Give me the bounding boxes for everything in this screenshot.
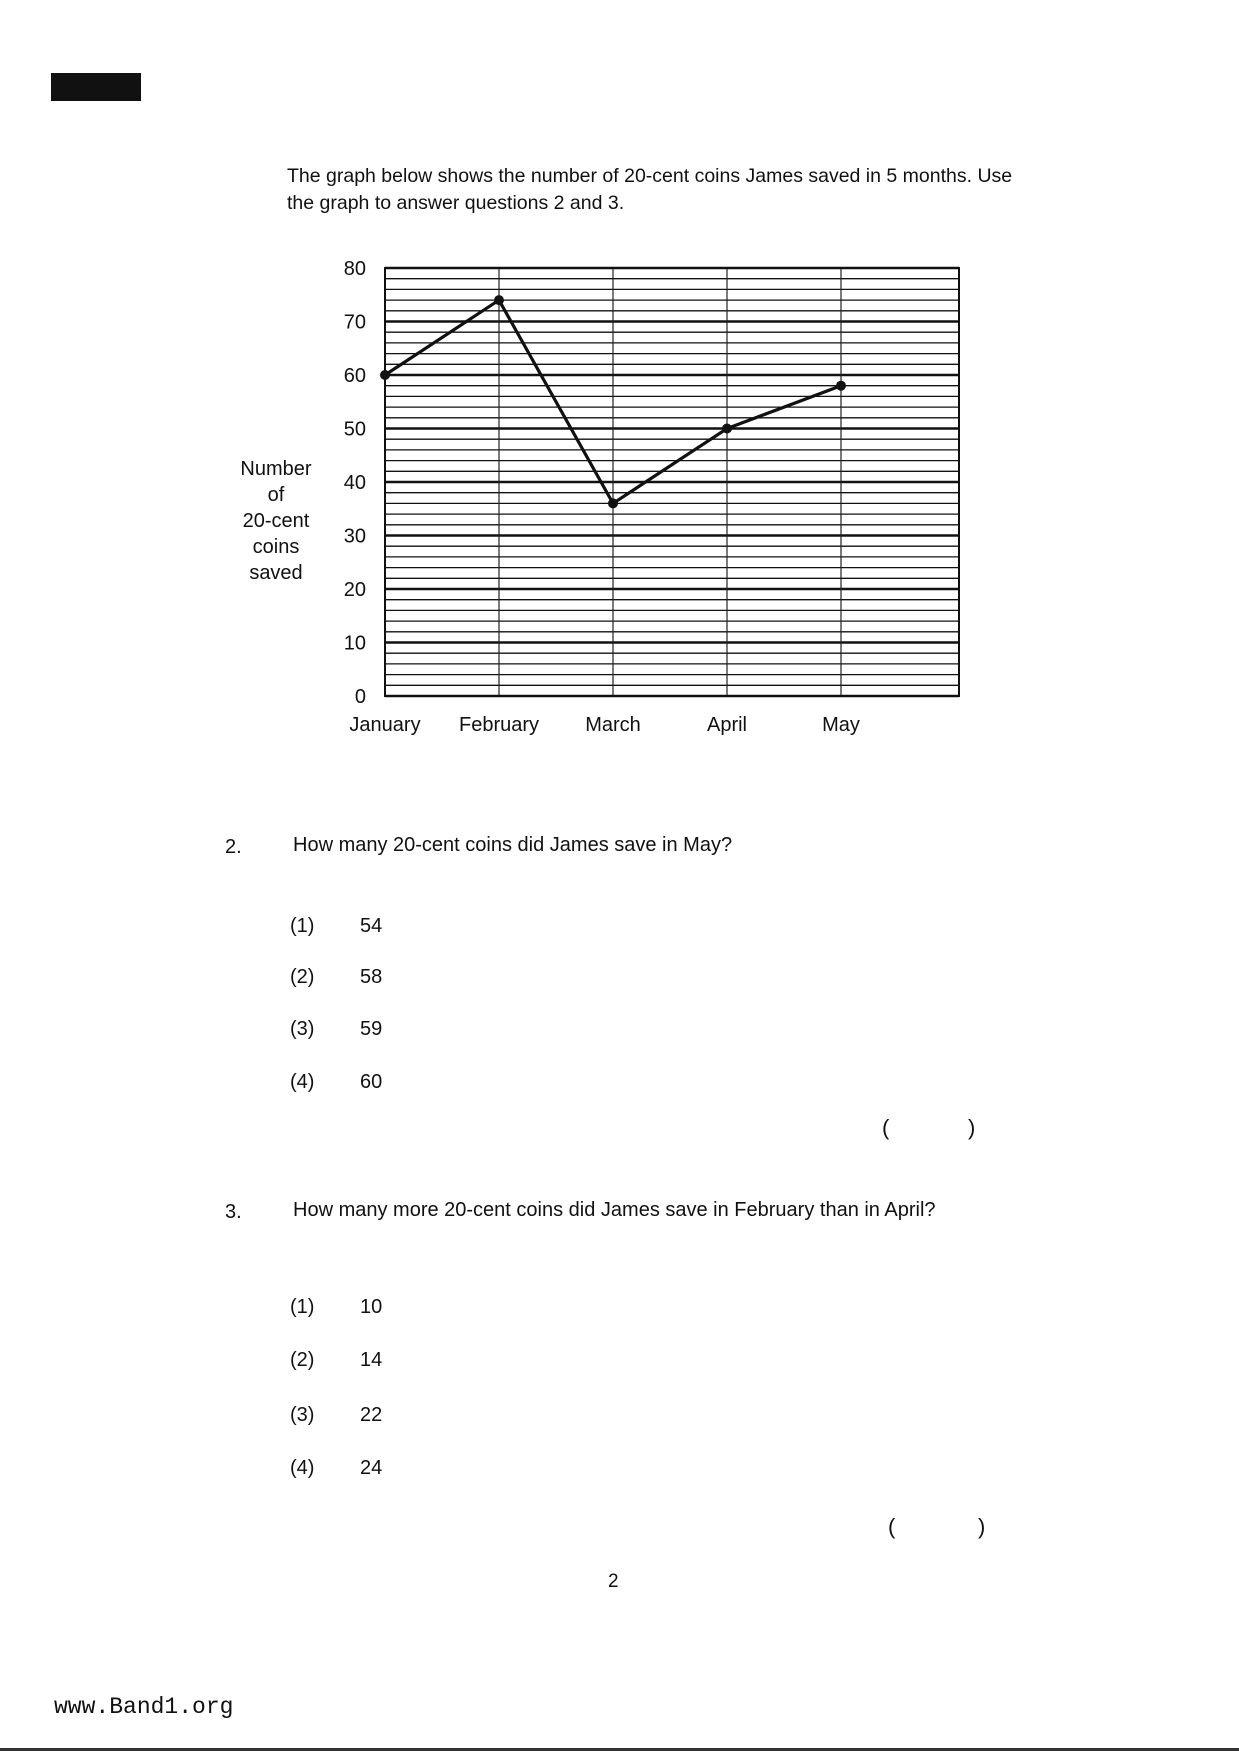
y-tick-label: 60 (343, 365, 366, 387)
y-tick-label: 10 (343, 632, 366, 655)
question-3-number: 3. (225, 1201, 242, 1223)
q2-answer-paren-open: ( (882, 1115, 890, 1140)
y-tick-label: 80 (343, 258, 366, 280)
y-tick-label: 70 (343, 311, 366, 334)
y-tick-label: 50 (343, 418, 366, 441)
x-tick-label: February (458, 714, 540, 736)
data-point (722, 424, 732, 434)
page-number: 2 (608, 1571, 619, 1592)
q2-option-label: (3) (290, 1018, 315, 1040)
y-axis-label-line: of (267, 484, 285, 506)
data-point (494, 295, 504, 305)
q2-option-label: (4) (290, 1071, 315, 1093)
data-point (380, 370, 390, 380)
q3-option-value: 10 (360, 1296, 383, 1318)
data-point (836, 381, 846, 391)
q2-option-value: 54 (360, 915, 383, 937)
q3-option-value: 14 (360, 1349, 383, 1371)
x-tick-label: January (349, 714, 421, 736)
line-chart (0, 0, 1239, 760)
x-tick-label: May (822, 714, 860, 736)
y-axis-label-line: 20-cent (242, 510, 310, 532)
x-tick-label: April (706, 714, 748, 736)
q3-option-label: (2) (290, 1349, 315, 1371)
q2-answer-paren-close: ) (968, 1115, 976, 1140)
q3-option-value: 24 (360, 1457, 383, 1479)
q3-option-label: (4) (290, 1457, 315, 1479)
y-tick-label: 0 (354, 686, 366, 708)
q3-option-value: 22 (360, 1404, 383, 1426)
x-tick-label: March (585, 714, 641, 736)
y-tick-label: 20 (343, 579, 366, 601)
y-tick-label: 40 (343, 472, 366, 494)
question-2-text: How many 20-cent coins did James save in May? (293, 834, 733, 856)
y-axis-label-line: saved (249, 562, 303, 584)
question-2-number: 2. (225, 836, 242, 858)
y-axis-label-line: coins (252, 536, 300, 558)
q2-option-value: 58 (360, 966, 383, 988)
q3-option-label: (1) (290, 1296, 315, 1318)
bottom-border (0, 1748, 1239, 1751)
question-3-text: How many more 20-cent coins did James save in February than in April? (293, 1199, 936, 1221)
q2-option-value: 59 (360, 1018, 383, 1040)
q3-answer-paren-close: ) (978, 1514, 986, 1539)
y-axis-label-line: Number (240, 458, 312, 480)
q2-option-label: (2) (290, 966, 315, 988)
q3-option-label: (3) (290, 1404, 315, 1426)
q2-option-label: (1) (290, 915, 315, 937)
data-point (608, 498, 618, 508)
q3-answer-paren-open: ( (888, 1514, 896, 1539)
footer-url: www.Band1.org (54, 1694, 234, 1720)
y-tick-label: 30 (343, 525, 366, 548)
q2-option-value: 60 (360, 1071, 383, 1093)
intro-text: The graph below shows the number of 20-cent coins James saved in 5 months. Use the graph to answer questions 2 and 3. (287, 165, 1013, 214)
